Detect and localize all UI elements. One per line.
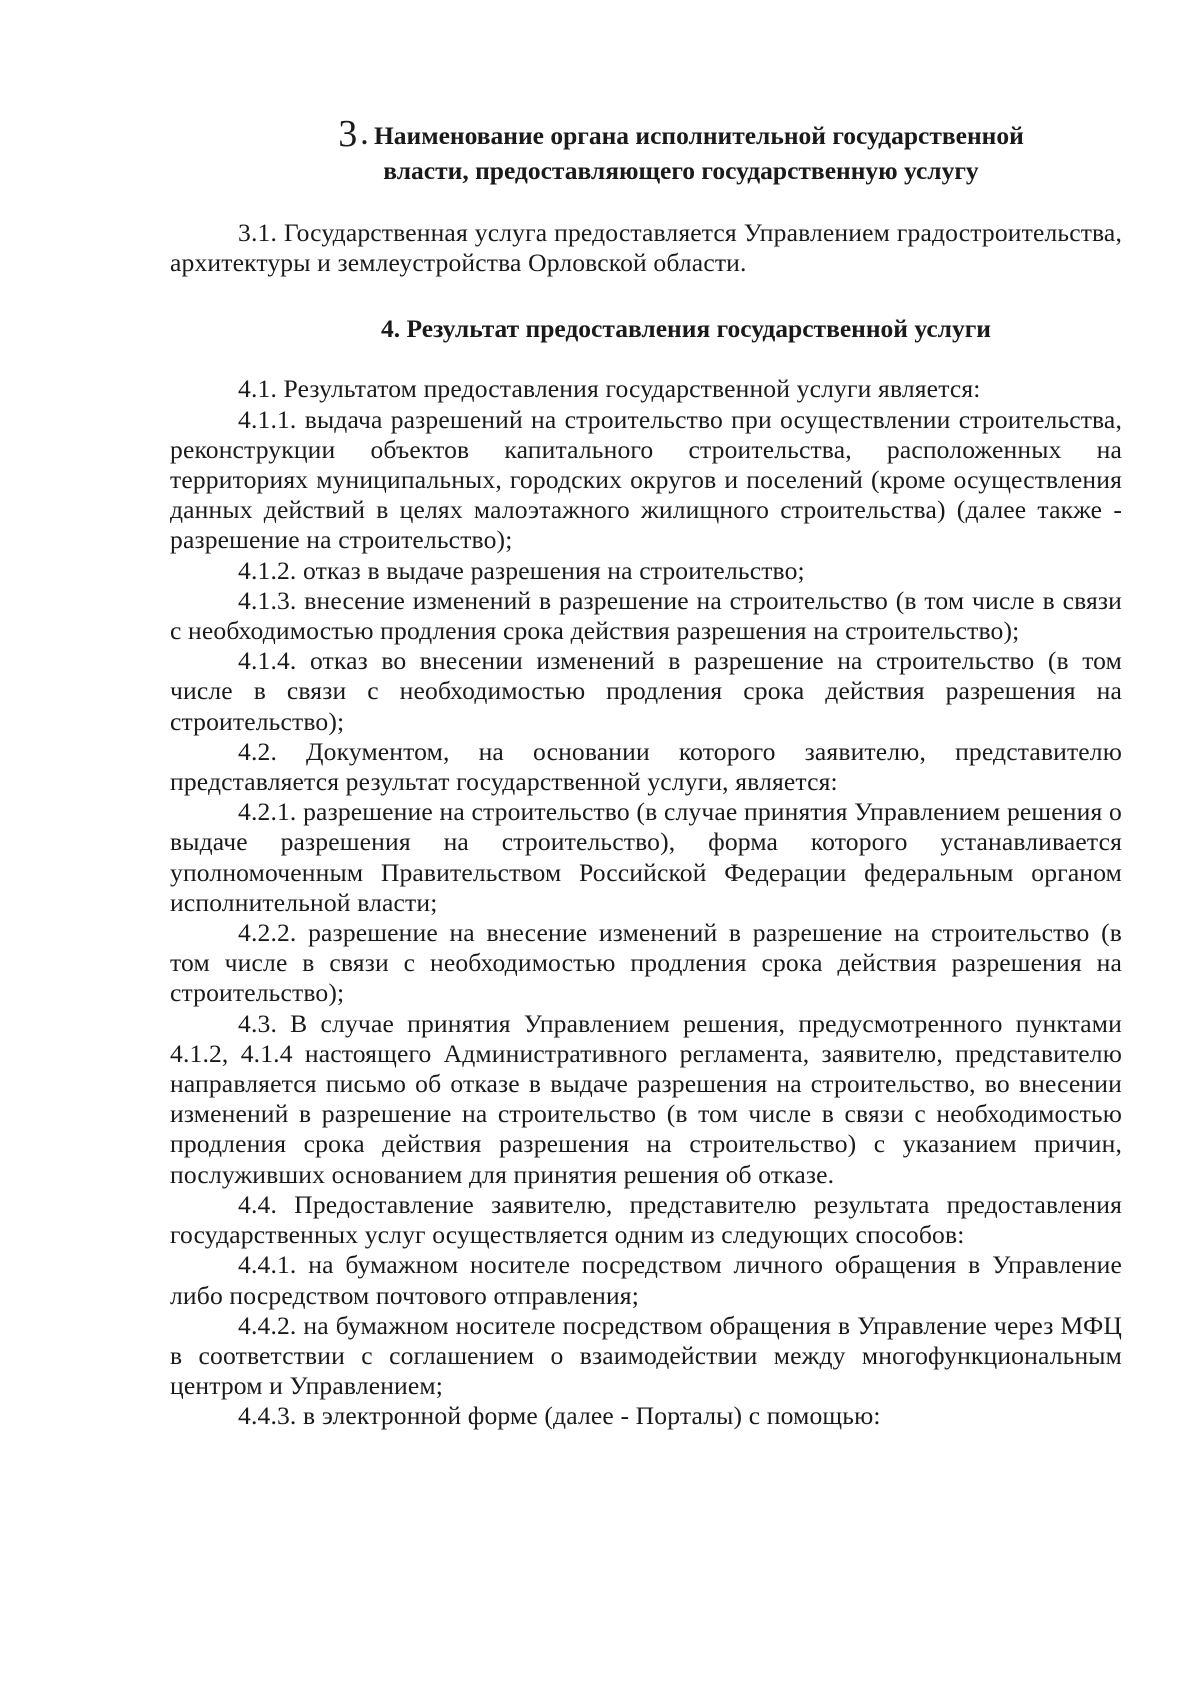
paragraph-4-4-3: 4.4.3. в электронной форме (далее - Порталы) с помощью: (238, 1401, 881, 1431)
paragraph-4-1: 4.1. Результатом предоставления государственной услуги является: (238, 374, 981, 404)
paragraph-4-1-1: 4.1.1. выдача разрешений на строительство при осуществлении строительства, реконструкции объектов капитального строительства, расположенных на территориях муниципальных, городских округов и поселений (кроме осуществления данных действий в целях малоэтажного жилищного строительства) (далее также - разрешение на строительство); (170, 404, 1122, 555)
paragraph-4-2-2: 4.2.2. разрешение на внесение изменений в разрешение на строительство (в том числе в связи с необходимостью продления срока действия разрешения на строительство); (170, 918, 1122, 1008)
section-3-heading (170, 113, 1122, 188)
paragraph-3-1: 3.1. Государственная услуга предоставляется Управлением градостроительства, архитектуры и землеустройства Орловской области. (170, 218, 1122, 278)
section-3-title-line2: власти, предоставляющего государственную услугу (383, 156, 979, 185)
section-4-heading: 4. Результат предоставления государственной услуги (381, 314, 991, 344)
paragraph-4-2: 4.2. Документом, на основании которого заявителю, представителю представляется результат государственной услуги, является: (170, 736, 1122, 797)
paragraph-4-3: 4.3. В случае принятия Управлением решения, предусмотренного пунктами 4.1.2, 4.1.4 настоящего Административного регламента, заявителю, представителю направляется письмо об отказе в выдаче разрешения на строительство, во внесении изменений в разрешение на строительство (в том числе в связи с необходимостью продления срока действия разрешения на строительство) с указанием причин, послуживших основанием для принятия решения об отказе. (170, 1008, 1122, 1189)
paragraph-4-4: 4.4. Предоставление заявителю, представителю результата предоставления государственных услуг осуществляется одним из следующих способов: (170, 1189, 1122, 1250)
paragraph-4-2-1: 4.2.1. разрешение на строительство (в случае принятия Управлением решения о выдаче разрешения на строительство), форма которого устанавливается уполномоченным Правительством Российской Федерации федеральным органом исполнительной власти; (170, 797, 1122, 917)
paragraph-4-1-3: 4.1.3. внесение изменений в разрешение на строительство (в том числе в связи с необходимостью продления срока действия разрешения на строительство); (170, 585, 1122, 646)
paragraph-4-4-1: 4.4.1. на бумажном носителе посредством личного обращения в Управление либо посредством почтового отправления; (170, 1250, 1122, 1310)
paragraph-4-1-4: 4.1.4. отказ во внесении изменений в разрешение на строительство (в том числе в связи с необходимостью продления срока действия разрешения на строительство); (170, 646, 1122, 736)
paragraph-4-1-2: 4.1.2. отказ в выдаче разрешения на строительство; (238, 555, 805, 585)
section-3-number: 3 (338, 113, 358, 155)
paragraph-4-4-2: 4.4.2. на бумажном носителе посредством обращения в Управление через МФЦ в соответствии с соглашением о взаимодействии между многофункциональным центром и Управлением; (170, 1310, 1122, 1401)
section-3-title-line1: . Наименование органа исполнительной государственной (361, 121, 1024, 150)
